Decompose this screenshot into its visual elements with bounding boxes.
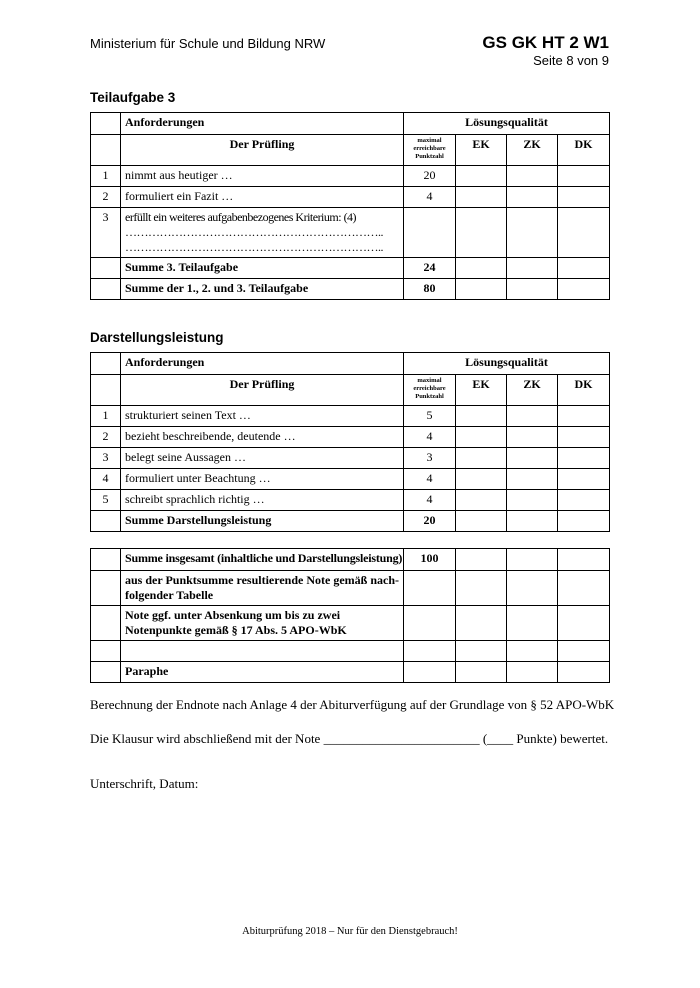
ek-input-cell[interactable] bbox=[456, 448, 507, 469]
row-number: 1 bbox=[91, 406, 121, 427]
row-number: 5 bbox=[91, 490, 121, 511]
paraphe-row bbox=[91, 662, 610, 683]
ek-input-cell[interactable] bbox=[456, 606, 507, 641]
darstellung-title: Darstellungsleistung bbox=[90, 330, 224, 345]
berechnung-text: Berechnung der Endnote nach Anlage 4 der Abiturverfügung auf der Grundlage von § 52 APO-WbK bbox=[90, 697, 615, 712]
row-number: 3 bbox=[91, 208, 121, 258]
row-requirement-text: erfüllt ein weiteres aufgabenbezogenes Kriterium: (4) bbox=[125, 210, 357, 224]
total-row bbox=[91, 279, 610, 300]
blank-row bbox=[91, 641, 610, 662]
row-max-points: 4 bbox=[404, 187, 456, 208]
row-max-points: 20 bbox=[404, 166, 456, 187]
klausur-grade-line: Die Klausur wird abschließend mit der Note ________________________ (____ Punkte) bewertet. bbox=[90, 731, 609, 746]
row-requirement: bezieht beschreibende, deutende … bbox=[121, 427, 404, 448]
row-max-points: 3 bbox=[404, 448, 456, 469]
dk-input-cell[interactable] bbox=[558, 166, 610, 187]
dk-input-cell[interactable] bbox=[558, 208, 610, 258]
table-row bbox=[91, 427, 610, 448]
zk-input-cell[interactable] bbox=[507, 662, 558, 683]
zk-input-cell[interactable] bbox=[507, 571, 558, 606]
row-requirement: nimmt aus heutiger … bbox=[121, 166, 404, 187]
dk-input-cell[interactable] bbox=[558, 427, 610, 448]
sum-row bbox=[91, 511, 610, 532]
dk-input-cell[interactable] bbox=[558, 571, 610, 606]
row-number: 4 bbox=[91, 469, 121, 490]
sum-row bbox=[91, 258, 610, 279]
table-row bbox=[91, 406, 610, 427]
row-requirement bbox=[121, 208, 404, 258]
ek-input-cell[interactable] bbox=[456, 187, 507, 208]
header-pruefling: Der Prüfling bbox=[121, 135, 404, 166]
max-line-3: Punktzahl bbox=[415, 153, 444, 161]
zk-input-cell[interactable] bbox=[507, 166, 558, 187]
table-row bbox=[91, 469, 610, 490]
max-line-2: erreichbare bbox=[413, 145, 446, 153]
empty-cell bbox=[121, 641, 404, 662]
dk-input-cell[interactable] bbox=[558, 469, 610, 490]
exam-code: GS GK HT 2 W1 bbox=[482, 33, 609, 52]
ek-input-cell[interactable] bbox=[456, 641, 507, 662]
sum-label: Summe Darstellungsleistung bbox=[121, 511, 404, 532]
zk-input-cell[interactable] bbox=[507, 606, 558, 641]
ek-input-cell[interactable] bbox=[456, 571, 507, 606]
row-max-points bbox=[404, 208, 456, 258]
total-label: Summe der 1., 2. und 3. Teilaufgabe bbox=[121, 279, 404, 300]
empty-cell bbox=[91, 258, 121, 279]
header-anforderungen: Anforderungen bbox=[121, 113, 404, 135]
total-points: 80 bbox=[404, 279, 456, 300]
zk-input-cell[interactable] bbox=[507, 511, 558, 532]
zk-input-cell[interactable] bbox=[507, 279, 558, 300]
header-ek: EK bbox=[456, 135, 507, 166]
darstellung-table bbox=[90, 352, 610, 532]
header-anforderungen: Anforderungen bbox=[121, 353, 404, 375]
row-number: 1 bbox=[91, 166, 121, 187]
row-max-points: 5 bbox=[404, 406, 456, 427]
max-line-1: maximal bbox=[417, 137, 442, 144]
footer-note: Abiturprüfung 2018 – Nur für den Dienstgebrauch! bbox=[242, 926, 458, 937]
dk-input-cell[interactable] bbox=[558, 187, 610, 208]
empty-cell bbox=[91, 113, 121, 135]
ek-input-cell[interactable] bbox=[456, 469, 507, 490]
empty-cell bbox=[91, 641, 121, 662]
dotted-line: ………………………………………………………….. bbox=[125, 225, 383, 239]
ek-input-cell[interactable] bbox=[456, 511, 507, 532]
paraphe-cell[interactable] bbox=[404, 662, 456, 683]
zk-input-cell[interactable] bbox=[507, 448, 558, 469]
task3-title: Teilaufgabe 3 bbox=[90, 90, 176, 105]
table-row bbox=[91, 490, 610, 511]
dk-input-cell[interactable] bbox=[558, 448, 610, 469]
sum-points: 20 bbox=[404, 511, 456, 532]
ministry-name: Ministerium für Schule und Bildung NRW bbox=[90, 36, 326, 51]
empty-cell bbox=[91, 606, 121, 641]
header-zk: ZK bbox=[507, 135, 558, 166]
dk-input-cell[interactable] bbox=[558, 549, 610, 571]
sum-points: 24 bbox=[404, 258, 456, 279]
dk-input-cell[interactable] bbox=[558, 606, 610, 641]
table-row bbox=[91, 448, 610, 469]
row-requirement: strukturiert seinen Text … bbox=[121, 406, 404, 427]
grand-total-label: Summe insgesamt (inhaltliche und Darstellungsleistung) bbox=[121, 549, 404, 571]
row-requirement: formuliert ein Fazit … bbox=[121, 187, 404, 208]
header-zk: ZK bbox=[507, 375, 558, 406]
ek-input-cell[interactable] bbox=[456, 662, 507, 683]
zk-input-cell[interactable] bbox=[507, 549, 558, 571]
ek-input-cell[interactable] bbox=[456, 406, 507, 427]
row-number: 3 bbox=[91, 448, 121, 469]
dk-input-cell[interactable] bbox=[558, 279, 610, 300]
ek-input-cell[interactable] bbox=[456, 427, 507, 448]
absenkung-row bbox=[91, 606, 610, 641]
dk-input-cell[interactable] bbox=[558, 662, 610, 683]
note-cell[interactable] bbox=[404, 571, 456, 606]
absenkung-cell[interactable] bbox=[404, 606, 456, 641]
header-max-punktzahl bbox=[404, 135, 456, 166]
ek-input-cell[interactable] bbox=[456, 549, 507, 571]
summary-table bbox=[90, 548, 610, 683]
grand-total-points: 100 bbox=[404, 549, 456, 571]
header-ek: EK bbox=[456, 375, 507, 406]
zk-input-cell[interactable] bbox=[507, 258, 558, 279]
note-label: aus der Punktsumme resultierende Note gemäß nach-folgender Tabelle bbox=[121, 571, 404, 606]
zk-input-cell[interactable] bbox=[507, 187, 558, 208]
zk-input-cell[interactable] bbox=[507, 406, 558, 427]
dk-input-cell[interactable] bbox=[558, 406, 610, 427]
dk-input-cell[interactable] bbox=[558, 490, 610, 511]
row-max-points: 4 bbox=[404, 427, 456, 448]
header-dk: DK bbox=[558, 375, 610, 406]
header-pruefling: Der Prüfling bbox=[121, 375, 404, 406]
empty-cell bbox=[91, 571, 121, 606]
empty-cell bbox=[91, 511, 121, 532]
max-line-3: Punktzahl bbox=[415, 393, 444, 401]
max-line-1: maximal bbox=[417, 377, 442, 384]
dk-input-cell[interactable] bbox=[558, 641, 610, 662]
empty-cell bbox=[91, 549, 121, 571]
empty-cell bbox=[91, 375, 121, 406]
signature-label: Unterschrift, Datum: bbox=[90, 776, 199, 791]
header-loesungsqualitaet: Lösungsqualität bbox=[404, 353, 610, 375]
dk-input-cell[interactable] bbox=[558, 511, 610, 532]
header-dk: DK bbox=[558, 135, 610, 166]
ek-input-cell[interactable] bbox=[456, 279, 507, 300]
zk-input-cell[interactable] bbox=[507, 427, 558, 448]
max-line-2: erreichbare bbox=[413, 385, 446, 393]
table-row bbox=[91, 208, 610, 258]
table-row bbox=[91, 187, 610, 208]
zk-input-cell[interactable] bbox=[507, 641, 558, 662]
dotted-line: ………………………………………………………….. bbox=[125, 240, 383, 254]
empty-cell bbox=[91, 662, 121, 683]
row-number: 2 bbox=[91, 187, 121, 208]
zk-input-cell[interactable] bbox=[507, 469, 558, 490]
task3-table bbox=[90, 112, 610, 300]
sum-label: Summe 3. Teilaufgabe bbox=[121, 258, 404, 279]
paraphe-label: Paraphe bbox=[121, 662, 404, 683]
zk-input-cell[interactable] bbox=[507, 490, 558, 511]
empty-cell bbox=[91, 279, 121, 300]
header-loesungsqualitaet: Lösungsqualität bbox=[404, 113, 610, 135]
row-max-points: 4 bbox=[404, 469, 456, 490]
row-number: 2 bbox=[91, 427, 121, 448]
page-number: Seite 8 von 9 bbox=[533, 53, 609, 68]
row-max-points: 4 bbox=[404, 490, 456, 511]
row-requirement: belegt seine Aussagen … bbox=[121, 448, 404, 469]
empty-cell bbox=[91, 353, 121, 375]
note-row bbox=[91, 571, 610, 606]
empty-cell[interactable] bbox=[404, 641, 456, 662]
ek-input-cell[interactable] bbox=[456, 490, 507, 511]
absenkung-label: Note ggf. unter Absenkung um bis zu zwei Notenpunkte gemäß § 17 Abs. 5 APO-WbK bbox=[121, 606, 404, 641]
header-max-punktzahl bbox=[404, 375, 456, 406]
zk-input-cell[interactable] bbox=[507, 208, 558, 258]
table-row bbox=[91, 166, 610, 187]
ek-input-cell[interactable] bbox=[456, 208, 507, 258]
row-requirement: formuliert unter Beachtung … bbox=[121, 469, 404, 490]
ek-input-cell[interactable] bbox=[456, 258, 507, 279]
dk-input-cell[interactable] bbox=[558, 258, 610, 279]
total-row bbox=[91, 549, 610, 571]
ek-input-cell[interactable] bbox=[456, 166, 507, 187]
row-requirement: schreibt sprachlich richtig … bbox=[121, 490, 404, 511]
empty-cell bbox=[91, 135, 121, 166]
